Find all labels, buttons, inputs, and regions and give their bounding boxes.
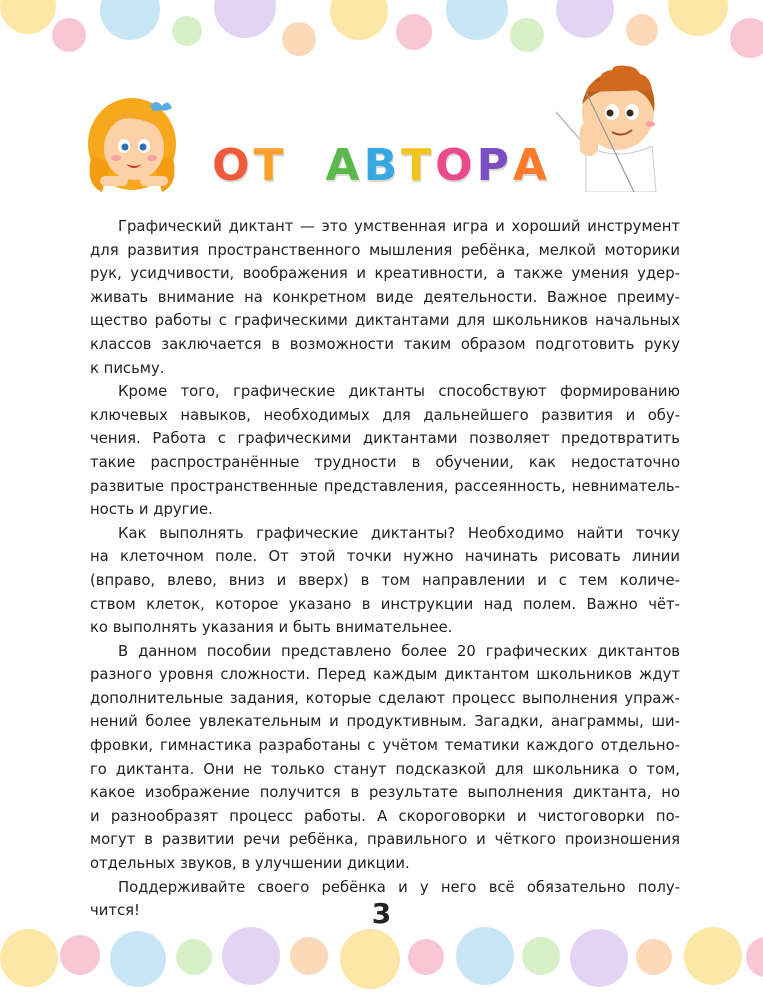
text-line: живать внимание на конкретном виде деятельности. Важное преиму- bbox=[90, 288, 680, 306]
text-line: могут в развитии речи ребёнка, правильного и чёткого произношения bbox=[90, 831, 680, 849]
decor-dot bbox=[282, 22, 316, 56]
text-line: ко выполнять указания и быть внимательнее. bbox=[90, 619, 453, 637]
title-letter: В bbox=[363, 140, 402, 191]
text-line: отдельных звуков, в улучшении дикции. bbox=[90, 855, 410, 873]
decor-dot bbox=[0, 0, 56, 34]
decor-dot bbox=[214, 0, 276, 38]
text-line: чения. Работа с графическими диктантами позволяет предотвратить bbox=[90, 430, 680, 448]
text-line: В данном пособии представлено более 20 графических диктантов bbox=[118, 642, 680, 660]
body-text bbox=[90, 215, 680, 923]
decor-dot bbox=[668, 0, 728, 36]
decor-dot bbox=[172, 16, 202, 46]
text-line: щество работы с графическими диктантами для школьников начальных bbox=[90, 312, 680, 330]
decor-dot bbox=[176, 939, 212, 975]
decor-dot bbox=[746, 937, 763, 977]
text-line: фровки, гимнастика разработаны с учётом тематики каждого отдельно- bbox=[90, 737, 680, 755]
decor-dot bbox=[110, 931, 166, 987]
text-line: Кроме того, графические диктанты способствуют формированию bbox=[118, 383, 680, 401]
text-line: какое изображение получится в результате выполнения диктанта, но bbox=[90, 784, 680, 802]
decor-dot bbox=[626, 14, 658, 46]
text-line: разного уровня сложности. Перед каждым диктантом школьников ждут bbox=[90, 666, 680, 684]
title-letter: А bbox=[325, 140, 364, 191]
decor-dot bbox=[52, 18, 86, 52]
page-title bbox=[0, 140, 763, 191]
title-word-avtora bbox=[326, 140, 551, 191]
decor-dot bbox=[222, 927, 280, 985]
text-line: дополнительные задания, которые сделают процесс выполнения упраж- bbox=[90, 689, 680, 707]
text-line: нений более увлекательным и продуктивным. Загадки, анаграммы, ши- bbox=[90, 713, 680, 731]
text-line: ключевых навыков, необходимых для дальнейшего развития и обу- bbox=[90, 406, 680, 424]
decor-dot bbox=[446, 0, 508, 40]
text-line: ность и другие. bbox=[90, 501, 213, 519]
text-line: Как выполнять графические диктанты? Необходимо найти точку bbox=[118, 524, 680, 542]
title-letter: Т bbox=[401, 140, 436, 191]
decor-dot bbox=[100, 0, 160, 40]
text-line: на клеточном поле. От этой точки нужно начинать рисовать линии bbox=[90, 548, 680, 566]
text-line: чится! bbox=[90, 902, 140, 920]
text-line: и разнообразят процесс работы. А скороговорки и чистоговорки по- bbox=[90, 807, 680, 825]
text-line: для развития пространственного мышления ребёнка, мелкой моторики bbox=[90, 241, 680, 259]
title-letter: Т bbox=[253, 140, 288, 191]
decor-dot bbox=[340, 929, 400, 989]
decor-dot bbox=[636, 939, 672, 975]
decor-dot bbox=[60, 935, 100, 975]
decor-dot bbox=[396, 14, 432, 50]
text-line: Поддерживайте своего ребёнка и у него всё обязательно полу- bbox=[118, 878, 680, 896]
text-line: Графический диктант — это умственная игра и хороший инструмент bbox=[118, 218, 680, 235]
text-line: классов заключается в возможности таким образом подготовить руку bbox=[90, 335, 680, 353]
text-line: го диктанта. Они не только станут подсказкой для школьника о том, bbox=[90, 760, 680, 778]
text-line: рук, усидчивости, воображения и креативности, а также умения удер- bbox=[90, 265, 680, 283]
text-line: ством клеток, которое указано в инструкции над полем. Важно чёт- bbox=[90, 595, 680, 613]
text-line: развитые пространственные представления, рассеянность, невниматель- bbox=[90, 477, 680, 495]
title-letter: О bbox=[435, 140, 477, 191]
text-line: к письму. bbox=[90, 359, 165, 377]
decor-dot bbox=[684, 927, 742, 985]
text-line: такие распространённые трудности в обучении, как недостаточно bbox=[90, 453, 680, 471]
text-line: (вправо, влево, вниз и вверх) в том направлении и с тем количе- bbox=[90, 571, 680, 589]
decor-dot bbox=[0, 929, 58, 987]
decor-dot bbox=[570, 929, 628, 987]
decor-dot bbox=[556, 0, 614, 38]
decor-dot bbox=[730, 18, 763, 58]
decor-dot bbox=[522, 937, 560, 975]
title-letter: Р bbox=[476, 140, 513, 191]
decor-dot bbox=[408, 939, 444, 975]
decor-dot bbox=[290, 937, 328, 975]
decor-dot bbox=[510, 18, 544, 52]
decor-dot bbox=[330, 0, 388, 40]
page-number: 3 bbox=[371, 897, 392, 930]
title-letter: А bbox=[512, 140, 551, 191]
title-letter: О bbox=[212, 140, 254, 191]
title-word-ot bbox=[212, 140, 287, 191]
decor-dot bbox=[456, 927, 514, 985]
bottom-dot-border bbox=[0, 921, 763, 1001]
